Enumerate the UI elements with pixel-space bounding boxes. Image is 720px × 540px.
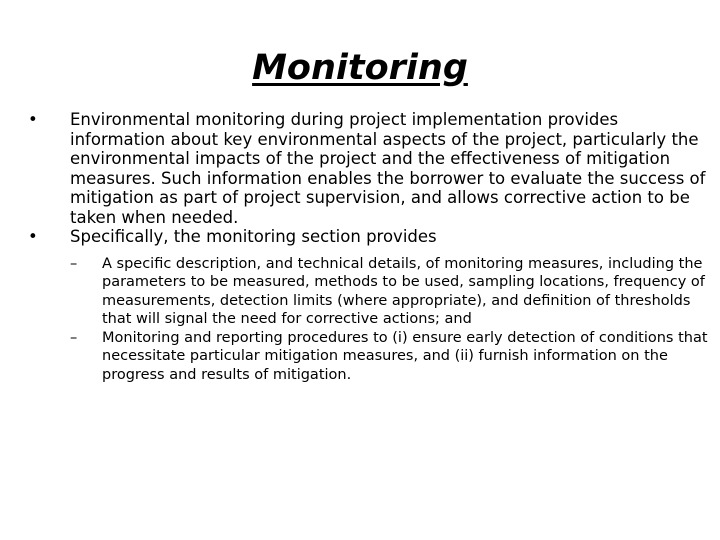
sub-bullet-text: Monitoring and reporting procedures to (i) ensure early detection of conditions that necessitate particular mitigation measures, and (ii) furnish information on the progress and results of mitigation. — [102, 329, 708, 383]
sub-bullet-item-1 — [70, 255, 708, 329]
sub-bullet-text: A specific description, and technical details, of monitoring measures, including the parameters to be measured, methods to be used, sampling locations, frequency of measurements, detection limits (where appropriate), and definition of thresholds that will signal the need for corrective actions; and — [102, 255, 705, 327]
slide-title: Monitoring — [252, 48, 468, 88]
sub-bullet-marker: – — [70, 329, 78, 346]
sub-bullet-marker: – — [70, 255, 78, 272]
bullet-item-2 — [28, 227, 708, 247]
bullet-marker: • — [28, 110, 38, 129]
bullet-item-1 — [28, 110, 708, 227]
sub-bullet-list — [28, 255, 708, 385]
slide-content — [28, 110, 708, 384]
bullet-marker: • — [28, 227, 38, 246]
sub-bullet-item-2 — [70, 329, 708, 385]
bullet-text: Specifically, the monitoring section provides — [70, 227, 437, 246]
bullet-text: Environmental monitoring during project implementation provides information about key environmental aspects of the project, particularly the environmental impacts of the project and the effectiveness of mitigation measures. Such information enables the borrower to evaluate the success of mitigation as part of project supervision, and allows corrective action to be taken when needed. — [70, 110, 706, 227]
